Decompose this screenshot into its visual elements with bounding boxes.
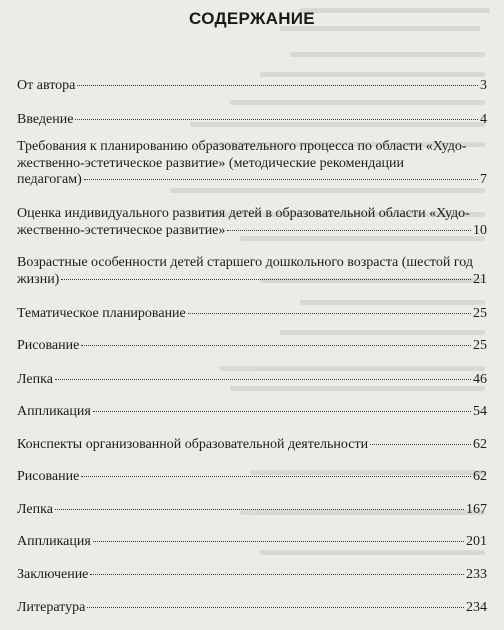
- dot-leader: [55, 509, 464, 510]
- toc-entry: [17, 469, 487, 486]
- table-of-contents: [17, 0, 487, 630]
- toc-entry: [17, 306, 487, 323]
- toc-entry-title: Оценка индивидуального развития детей в образовательной области «Худо-: [17, 206, 470, 221]
- dot-leader: [81, 476, 471, 477]
- toc-entry: [17, 567, 487, 584]
- dot-leader: [75, 119, 478, 120]
- toc-entry: [17, 502, 487, 519]
- toc-entry-title: жественно-эстетическое развитие»: [17, 222, 226, 238]
- toc-page-number: 167: [466, 502, 487, 517]
- toc-entry-title: Возрастные особенности детей старшего дошкольного возраста (шестой год: [17, 255, 473, 270]
- toc-entry-title: Аппликация: [17, 534, 91, 549]
- toc-entry-title: Аппликация: [17, 404, 91, 419]
- toc-entry-title: Лепка: [17, 372, 53, 387]
- toc-entry: [17, 112, 487, 129]
- toc-page-number: 10: [473, 222, 487, 238]
- dot-leader: [227, 230, 471, 231]
- toc-page-number: 46: [473, 372, 487, 387]
- toc-entry-title: Заключение: [17, 567, 89, 582]
- dot-leader: [81, 345, 471, 346]
- toc-page-number: 4: [480, 112, 487, 127]
- toc-page-number: 62: [473, 437, 487, 452]
- toc-entry: [17, 404, 487, 421]
- toc-page-number: 201: [466, 534, 487, 549]
- toc-entry-title: педагогам): [17, 172, 82, 187]
- toc-entry-title: Рисование: [17, 338, 80, 353]
- toc-page-number: 21: [473, 271, 487, 287]
- dot-leader: [370, 444, 471, 445]
- toc-entry: [17, 78, 487, 95]
- dot-leader: [188, 313, 471, 314]
- toc-entry: [17, 437, 487, 454]
- toc-entry-title: Введение: [17, 112, 74, 127]
- toc-page-number: 62: [473, 469, 487, 484]
- toc-page-number: 25: [473, 338, 487, 353]
- toc-entry: [17, 338, 487, 355]
- toc-page-number: 25: [473, 306, 487, 321]
- toc-entry: [17, 534, 487, 551]
- dot-leader: [87, 607, 464, 608]
- toc-page-number: 7: [480, 172, 487, 187]
- toc-entry: [17, 600, 487, 617]
- dot-leader: [93, 411, 471, 412]
- toc-entry-title: жественно-эстетическое развитие» (методические рекомендации: [17, 155, 405, 171]
- toc-entry-title: Рисование: [17, 469, 80, 484]
- dot-leader: [61, 279, 471, 280]
- toc-entry: [17, 372, 487, 389]
- toc-entry: [17, 255, 487, 288]
- toc-entry-title: жизни): [17, 271, 60, 287]
- page-title: СОДЕРЖАНИЕ: [189, 9, 315, 28]
- toc-entry-title: От автора: [17, 78, 76, 93]
- dot-leader: [93, 541, 464, 542]
- toc-entry-title: Конспекты организованной образовательной деятельности: [17, 437, 369, 452]
- toc-page-number: 233: [466, 567, 487, 582]
- toc-entry: [17, 206, 487, 239]
- toc-entry: [17, 139, 487, 189]
- dot-leader: [55, 379, 471, 380]
- toc-page-number: 234: [466, 600, 487, 615]
- toc-entry-title: Требования к планированию образовательного процесса по области «Худо-: [17, 139, 467, 154]
- toc-entry-title: Тематическое планирование: [17, 306, 186, 321]
- toc-page-number: 3: [480, 78, 487, 93]
- toc-page-number: 54: [473, 404, 487, 419]
- toc-entry-title: Литература: [17, 600, 86, 615]
- toc-entry-title: Лепка: [17, 502, 53, 517]
- dot-leader: [90, 574, 464, 575]
- dot-leader: [77, 85, 478, 86]
- dot-leader: [84, 179, 478, 180]
